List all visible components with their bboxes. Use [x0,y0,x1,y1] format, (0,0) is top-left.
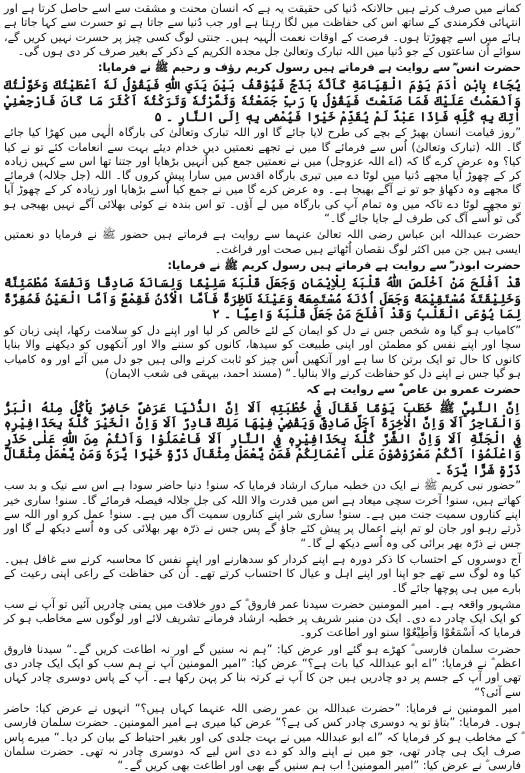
body-paragraph: امیر المومنین نے فرمایا: ”حضرت عبداللہ بن عمر رضی اللہ عنہما کہاں ہیں؟“ انہوں نے عرض کیا: حاضر ہوں۔ فرمایا: ”بتاؤ تو یہ دوسری چادر کس کی ہے؟“ عرض کیا میری ہے امیر المومنین۔ حضرت سلمان فارسی ؓ کے مخاطب ہو کر فرمایا کہ ”اے ابو عبداللہ میں نے بہت جلدی کی اور بغیر احتیاط کے بیان کر دیا۔“ میرے پاس صرف ایک ہی چادر تھی، جو میں نے اپنے والد کو دے دی اس لیے کہ دوسری چادر نہ تھی۔ حضرت سلمان فارسی ؓ نے عرض کیا: ”امیر المومنین! اب ہم سنیں گے بھی اور اطاعت بھی کریں گے۔“ [4,701,521,773]
body-paragraph: مشہور واقعہ ہے۔ امیر المومنین حضرت سیدنا عمر فاروق ؓ کے دورِ خلافت میں یمنی چادریں آئیں تو آپ نے سب کو ایک ایک چادر دے دی۔ ایک دن منبر شریف پر خطبہ ارشاد فرمانے تشریف لائے اور لوگوں سے مخاطب ہو کر فرمایا کہ اَسْمَعُوْا وَاَطِيْعُوْا سنو اور اطاعت کرو۔ [4,597,521,640]
hadith-translation: ”حضور نبی کریم ﷺ نے ایک دن خطبہ مبارک ارشاد فرمایا کہ سنو! دنیا حاضر سودا ہے اس سے نیک و بد سب کھاتے ہیں، سنو! آخرت سچی میعاد ہے اس میں قدرت والا اللہ کی جل جلالہ فیصلہ فرمائے گا۔ سنو! ساری خیر اپنے کناروں سمیت جنت میں ہے۔ سنو! ساری شر اپنے کناروں سمیت آگ میں ہے۔ سنو! عمل کرو اور اللہ سے ڈرتے رہو اور جان لو تم اپنے اعمال پر پیش کئے جاؤ گے پس جس نے ذرّہ بھر بھلائی کی وہ اُسے دیکھ لے گا اور جس نے ذرّہ بھر برائی کی وہ اُسے دیکھ لے گا۔“ [4,479,521,550]
arabic-hadith-text: قَدْ اَفْلَحَ مَنْ اَخْلَصَ اللّٰهُ قَلْبَهٗ لِلْاِيْمَانِ وَجَعَلَ قَلْبَهٗ سَلِيْمًا وَلِسَانَهٗ صَادِقًا وَنَفْسَهٗ مُطْمَئِنَّةً وَخَلِيْقَتَهٗ مُسْتَقِيْمَةً وَجَعَلَ اُذُنَهٗ مُسْتَمِعَةً وَعَيْنَهٗ نَاظِرَةً فَاَمَّا الْاُذُنُ فَقِمْعٌ وَاَمَّا الْعَيْنُ فَمُقِرَّةٌ لِمَا يُوْعَى الْقَلْبُ وَقَدْ اَفْلَحَ مَنْ جَعَلَ قَلْبَهٗ وَاعِيًا ۔ ۲ [4,275,521,322]
hadith-intro: حضرت عمرو بن عاص ؓ سے روایت ہے کہ [306,383,521,397]
body-paragraph: کمانے میں صرف کرتے ہیں حالانکہ دُنیا کی حقیقت یہ ہے کہ انسان محنت و مشقت سے اسے حاصل کرتا ہے اور انتہائی فکرمندی کے ساتھ اس کی حفاظت میں لگا رہتا ہے اور جب دُنیا سے جاتا ہے تو حسرت سے کہا جاتا ہے ہائے میں اسے چھوڑتا ہوں۔ فرصت کے اوقات نعمت الٰہیہ ہیں۔ جنتی لوگ کسی چیز پر حسرت نہیں کریں گے، سوائے اُن ساعتوں کے جو دُنیا میں اللہ تبارک وتعالیٰ جل مجدہ الکریم کے ذکر کے بغیر صرف کر دی ہوں گی۔ [4,2,521,58]
hadith-translation: ”روز قیامت انسان بھیڑ کے بچے کی طرح لایا جائے گا اور اللہ تبارک وتعالیٰ کی بارگاہ الٰہی میں کھڑا کیا جائے گا۔ اللہ (تبارک وتعالیٰ) اُس سے فرمائے گا میں نے تجھے نعمتیں دیں خدام دیئے بہت سے انعامات کئے تو نے کیا کیا؟ وہ عرض کرے گا کہ (اے اللہ عزوجل) میں نے نعمتیں جمع کیں اُنہیں بڑھایا اور جتنا تھا اس سے کہیں زیادہ کر کے چھوڑ آیا مجھے دُنیا میں لوٹا دے میں تیری بارگاہ اقدس میں سارا پیش کروں گا۔ اللہ (جل جلالہ) فرمائے گا مجھے وہ دکھاؤ جو تو نے آگے بھیجا ہے۔ وہ عرض کرے گا میں نے جمع کیا اُسے بڑھایا اور زیادہ کر کے چھوڑ آیا تو مجھے لوٹا دے تاکہ میں وہ تمام آپ کی بارگاہ میں لے آؤں۔ تو اس بندہ نے کوئی بھلائی آگے نہیں بھیجی ہو گی تو اُسے آگ کی طرف لے جایا جائے گا۔“ [4,126,521,226]
body-paragraph: حضرت عبداللہ ابن عباس رضی اللہ تعالیٰ عنہما سے روایت ہے فرماتے ہیں حضور ﷺ نے فرمایا دو نعمتیں ایسی ہیں جن میں اکثر لوگ نقصان اُٹھاتے ہیں صحت اور فراغت۔ [4,228,521,256]
hadith-intro: حضرت انس ؓ سے روایت ہے فرماتے ہیں رسول کریم رؤف و رحیم ﷺ نے فرمایا: [97,61,521,75]
body-paragraph: حضرت سلمان فارسی ؓ کھڑے ہو گئے اور عرض کیا: ”ہم نہ سنیں گے اور نہ اطاعت کریں گے۔“ سیدنا فاروق اعظم ؓ نے فرمایا: ”اے ابو عبداللہ کیا بات ہے؟“ عرض کیا: ”امیر المومنین آپ نے ہم سب کو ایک ایک چادر دی تھی اور آپ کے جسم پر دو چادریں ہیں جن کا آپ نے کرتہ بنا کر پہن رکھا ہے۔ آپ کے پاس دوسری چادر کہاں سے آئی؟“ [4,642,521,699]
arabic-hadith-text: اِنَّ النَّبِيَّ ﷺ خَطَبَ يَوْمًا فَقَالَ فِيْ خُطْبَتِهٖ اَلَا اِنَّ الدُّنْيَا عَرَضٌ حَاضِرٌ يَاْكُلُ مِنْهُ الْبَرُّ وَالْفَاجِرُ اَلَا وَاِنَّ الْاٰخِرَةَ اَجَلٌ صَادِقٌ وَيَقْضِيْ فِيْهَا مَلِكٌ قَادِرٌ اَلَا وَاِنَّ الْخَيْرَ كُلَّهٗ بِحَذَافِيْرِهٖ فِي الْجَنَّةِ اَلَا وَاِنَّ الشَّرَّ كُلَّهٗ بِحَذَافِيْرِهٖ فِي النَّارِ اَلَا فَاعْمَلُوْا وَاَنْتُمْ مِنَ اللّٰهِ عَلٰى حَذَرٍ وَاعْلَمُوْا اَنَّكُمْ مَعْرُوْضُوْنَ عَلٰى اَعْمَالِكُمْ فَمَنْ يَّعْمَلْ مِثْقَالَ ذَرَّةٍ خَيْرًا يَّرَهٗ وَمَنْ يَّعْمَلْ مِثْقَالَ ذَرَّةٍ شَرًّا يَّرَهٗ ۔ [4,399,521,477]
arabic-hadith-text: يُجَاءُ بِابْنِ اٰدَمَ يَوْمَ الْقِيَامَةِ كَاَنَّهٗ بَذَجٌ فَيُوْقَفُ بَيْنَ يَدَيِ اللّٰهِ فَيَقُوْلُ لَهٗ اَعْطَيْتُكَ وَخَوَّلْتُكَ وَاَنْعَمْتُ عَلَيْكَ فَمَا صَنَعْتَ فَيَقُوْلُ يَا رَبِّ جَمَعْتُهٗ وَثَمَّرْتُهٗ وَتَرَكْتُهٗ اَكْثَرَ مَا كَانَ فَارْجِعْنِيْ اٰتِكَ بِهٖ كُلِّهٖ فَاِذَا عَبْدٌ لَمْ يُقَدِّمْ خَيْرًا فَيُمْضٰى بِهٖ اِلَى النَّارِ ۔ ۵ [4,77,521,124]
body-paragraph: آج دوسروں کے احتساب کا ذکر دورہ ہے اپنے کردار کو سدھارنے اور اپنے نفس کا محاسبہ کرنے سے غافل ہیں۔ کیا وہ لوگ سے تھے جو اپنا اور اپنے اہل و عیال کا احتساب کرتے تھے۔ اُن کی حفاظت کے راعی اپنی رعیت کے بارے میں ہی پوچھا جائے گا۔ [4,552,521,595]
document-page [4,2,521,773]
hadith-translation: ”کامیاب ہو گیا وہ شخص جس نے دل کو ایمان کے لئے خالص کر لیا اور اپنے دل کو سلامت رکھا، اپنی زبان کو سچا اور اپنے نفس کو مطمئن اور اپنی طبیعت کو سیدھا، کانوں کو سننے والا اور آنکھوں کو دیکھنے والا بنایا کانوں کا حال تو ایک برتن کا سا ہے اور آنکھیں اُس چیز کو ثابت کرنے والی ہیں جو دل میں آئے اور وہ کامیاب ہو گیا جس نے اپنے دل کو حفاظت کرنے والا بنالیا۔“ (مسند احمد، بیہقی فی شعب الایمان) [4,324,521,380]
hadith-intro: حضرت ابوذر ؓ سے روایت ہے فرماتے ہیں رسول کریم ﷺ نے فرمایا: [167,258,521,272]
